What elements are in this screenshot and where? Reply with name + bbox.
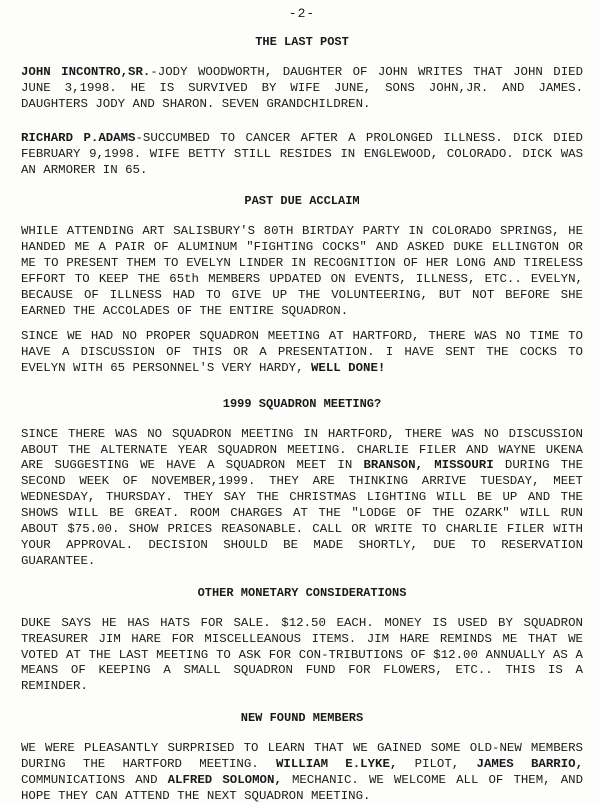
member-role: COMMUNICATIONS AND: [21, 773, 158, 788]
obituary-text: -JODY WOODWORTH, DAUGHTER OF JOHN WRITES THAT JOHN DIED JUNE 3,1998. HE IS SURVIVED BY WIFE JUNE, SONS JOHN,JR. AND JAMES. DAUGHTERS JODY AND SHARON. SEVEN GRANDCHILDREN.: [21, 65, 583, 111]
meeting-text-after: DURING THE SECOND WEEK OF NOVEMBER,1999. THEY ARE THINKING ARRIVE TUESDAY, MEET WEDNESDAY, THURSDAY. THEY SAY THE CHRISTMAS LIGHTING WILL BE UP AND THE SHOWS WILL BE GREAT. ROOM CHARGES AT THE "LODGE OF THE OZARK" WILL RUN ABOUT $75.00. SHOW PRICES REASONABLE. CALL OR WRITE TO CHARLIE FILER WITH YOUR APPROVAL. DECISION SHOULD BE MADE SHORTLY, DUE TO RESERVATION GUARANTEE.: [21, 458, 584, 568]
member-name: JAMES BARRIO,: [476, 757, 584, 772]
new-members-text-end: MECHANIC. WE WELCOME ALL OF THEM, AND HOPE THEY CAN ATTEND THE NEXT SQUADRON MEETING.: [21, 773, 584, 803]
obituary-name: JOHN INCONTRO,SR.: [21, 65, 151, 79]
member-name: WILLIAM E.LYKE,: [275, 757, 398, 772]
page-number: -2-: [288, 6, 316, 21]
monetary-paragraph: DUKE SAYS HE HAS HATS FOR SALE. $12.50 EACH. MONEY IS USED BY SQUADRON TREASURER JIM HARE FOR MISCELLEANOUS ITEMS. JIM HARE REMINDS ME THAT WE VOTED AT THE LAST MEETING TO ASK FOR CON-TRIBUTIONS OF $12.00 ANNUALLY AS A MEANS OF KEEPING A SMALL SQUADRON FUND FOR FLOWERS, ETC.. THIS IS A REMINDER.: [21, 615, 583, 694]
acclaim-followup: [21, 329, 583, 377]
new-members-text: WE WERE PLEASANTLY SURPRISED TO LEARN THAT WE GAINED SOME OLD-NEW MEMBERS DURING THE HARTFORD MEETING.: [21, 741, 583, 772]
acclaim-paragraph: WHILE ATTENDING ART SALISBURY'S 80TH BIRTDAY PARTY IN COLORADO SPRINGS, HE HANDED ME A PAIR OF ALUMINUM "FIGHTING COCKS" AND ASKED DUKE ELLINGTON OR ME TO PRESENT THEM TO EVELYN LINDER IN RECOGNITION OF HER LONG AND TIRELESS EFFORT TO KEEP THE 65th MEMBERS UPDATED ON EVENTS, ILLNESS, ETC.. EVELYN, BECAUSE OF ILLNESS HAD TO GIVE UP THE VOLUNTEERING, BUT NOT BEFORE SHE EARNED THE ACCOLADES OF THE ENTIRE SQUADRON.: [21, 224, 583, 318]
meeting-location: BRANSON, MISSOURI: [363, 458, 494, 473]
obituary-incontro: [21, 65, 583, 113]
heading-new-members: NEW FOUND MEMBERS: [240, 711, 364, 726]
heading-past-due-acclaim: PAST DUE ACCLAIM: [244, 194, 360, 209]
acclaim-followup-text: SINCE WE HAD NO PROPER SQUADRON MEETING AT HARTFORD, THERE WAS NO TIME TO HAVE A DISCUSSION OF THIS OR A PRESENTATION. I HAVE SENT THE COCKS TO EVELYN WITH 65 PERSONNEL'S VERY HARDY,: [21, 328, 583, 375]
heading-last-post: THE LAST POST: [255, 35, 349, 49]
meeting-text-before: SINCE THERE WAS NO SQUADRON MEETING IN HARTFORD, THERE WAS NO DISCUSSION ABOUT THE ALTERNATE YEAR SQUADRON MEETING. CHARLIE FILER AND WAYNE UKENA ARE SUGGESTING WE HAVE A SQUADRON MEET IN: [21, 426, 583, 473]
new-members-paragraph: [21, 741, 583, 805]
member-name: ALFRED SOLOMON,: [167, 773, 282, 788]
newsletter-page: [21, 4, 583, 805]
meeting-paragraph: [21, 427, 583, 570]
well-done: WELL DONE!: [311, 360, 386, 375]
obituary-text: -SUCCUMBED TO CANCER AFTER A PROLONGED ILLNESS. DICK DIED FEBRUARY 9,1998. WIFE BETTY STILL RESIDES IN ENGLEWOOD, COLORADO. DICK WAS AN ARMORER IN 65.: [21, 130, 583, 177]
obituary-name: RICHARD P.ADAMS: [21, 130, 136, 145]
heading-1999-meeting: 1999 SQUADRON MEETING?: [222, 396, 382, 411]
obituary-adams: [21, 131, 583, 179]
member-role: PILOT,: [414, 757, 460, 772]
heading-monetary: OTHER MONETARY CONSIDERATIONS: [197, 585, 407, 600]
